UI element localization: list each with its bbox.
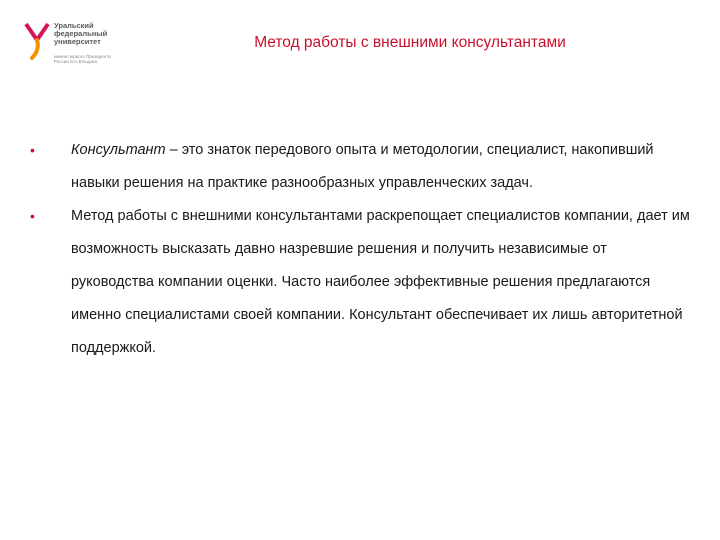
term: Консультант	[71, 142, 166, 158]
bullet-dot-icon: •	[30, 142, 35, 158]
bullet-text: Метод работы с внешними консультантами раскрепощает специалистов компании, дает им возможность высказать давно назревшие решения и получить независимые от руководства компании оценки. Часто наиболее эффективные решения предлагаются именно специалистами своей компании. Консультант обеспечивает их лишь авторитетной поддержкой.	[71, 208, 690, 356]
logo-subtitle	[54, 54, 111, 64]
logo-sub-line: России Б.Н.Ельцина	[54, 59, 97, 64]
university-logo	[24, 20, 144, 64]
bullet-item	[30, 134, 690, 200]
logo-line: Уральский	[54, 21, 94, 30]
logo-wordmark	[54, 22, 107, 46]
logo-line: федеральный	[54, 29, 108, 38]
bullet-dot-icon: •	[30, 208, 35, 224]
urfu-logo-icon	[24, 20, 50, 60]
logo-line: университет	[54, 37, 101, 46]
bullet-list	[30, 134, 690, 365]
slide-title: Метод работы с внешними консультантами	[254, 34, 566, 51]
bullet-item	[30, 200, 690, 365]
logo-sub-line: имени первого Президента	[54, 54, 111, 59]
bullet-text: – это знаток передового опыта и методологии, специалист, накопивший навыки решения на практике разнообразных управленческих задач.	[71, 142, 654, 191]
